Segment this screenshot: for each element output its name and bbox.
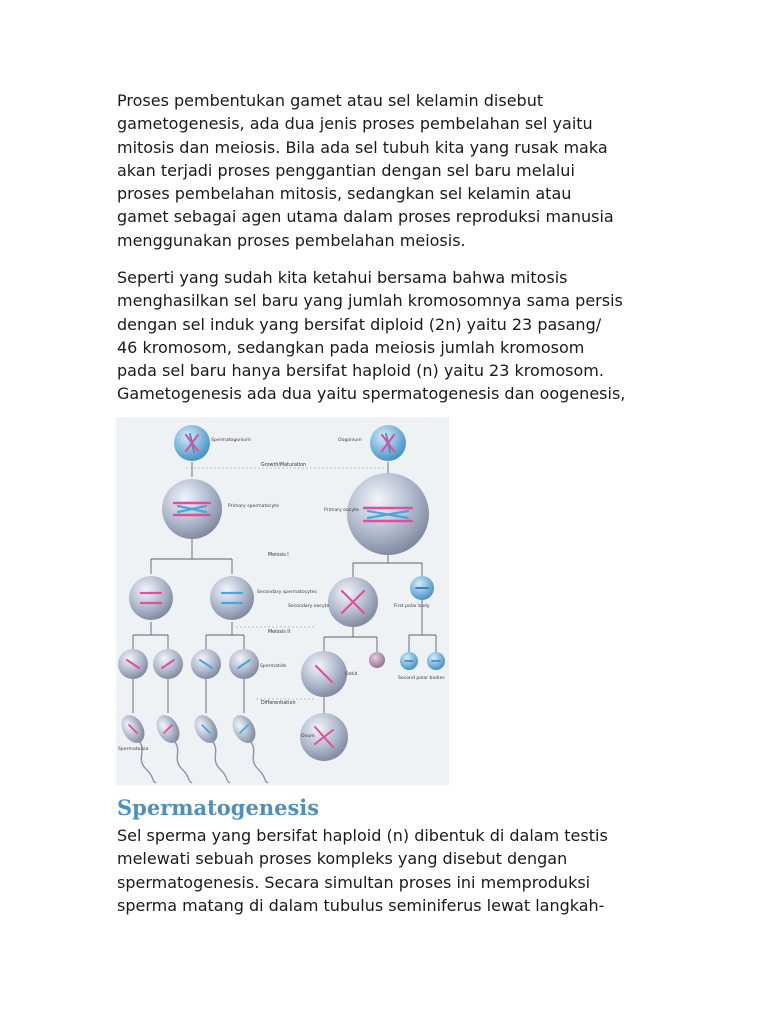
label-secondary-spermatocytes: Secondary spermatocytes bbox=[257, 590, 317, 595]
label-spermatozoa: Spermatozoa bbox=[118, 747, 149, 752]
label-spermatids: Spermatids bbox=[260, 664, 287, 669]
oogonium-cell bbox=[370, 425, 406, 461]
gametogenesis-diagram bbox=[116, 417, 449, 785]
secondary-spermatocyte-cell bbox=[210, 576, 254, 620]
text-line: 46 kromosom, sedangkan pada meiosis jumlah kromosom bbox=[117, 337, 585, 357]
label-meiosis-i: Meiosis I bbox=[268, 553, 289, 558]
label-second-polar-bodies: Second polar bodies bbox=[398, 676, 445, 681]
label-first-polar-body: First polar body bbox=[394, 604, 430, 609]
label-growth-maturation: Growth/Maturation bbox=[261, 463, 307, 468]
ootid-cell bbox=[301, 651, 347, 697]
text-line: spermatogenesis. Secara simultan proses ini memproduksi bbox=[117, 872, 591, 892]
polar-body bbox=[369, 652, 385, 668]
mitosis-meiosis-paragraph bbox=[117, 266, 677, 406]
label-primary-oocyte: Primary oocyte bbox=[324, 508, 359, 513]
text-line: menggunakan proses pembelahan meiosis. bbox=[117, 230, 466, 250]
label-spermatogonium: Spermatogonium bbox=[211, 438, 251, 443]
text-line: pada sel baru hanya bersifat haploid (n) yaitu 23 kromosom. bbox=[117, 361, 604, 381]
secondary-spermatocyte-cell bbox=[129, 576, 173, 620]
spermatid-cell bbox=[153, 649, 183, 679]
primary-oocyte-cell bbox=[347, 473, 429, 555]
gametogenesis-diagram-svg bbox=[116, 417, 449, 785]
spermatogenesis-paragraph bbox=[117, 824, 677, 917]
label-secondary-oocyte: Secondary oocyte bbox=[288, 604, 330, 609]
text-line: akan terjadi proses penggantian dengan sel baru melalui bbox=[117, 160, 575, 180]
text-line: gametogenesis, ada dua jenis proses pembelahan sel yaitu bbox=[117, 114, 593, 134]
text-line: gamet sebagai agen utama dalam proses reproduksi manusia bbox=[117, 207, 614, 227]
text-line: Seperti yang sudah kita ketahui bersama bahwa mitosis bbox=[117, 268, 568, 287]
text-line: Proses pembentukan gamet atau sel kelamin disebut bbox=[117, 91, 544, 110]
text-line: Gametogenesis ada dua yaitu spermatogenesis dan oogenesis, bbox=[117, 384, 626, 404]
spermatozoon bbox=[152, 711, 192, 783]
secondary-oocyte-cell bbox=[328, 577, 378, 627]
label-ovum: Ovum bbox=[301, 734, 315, 739]
spermatid-cell bbox=[191, 649, 221, 679]
spermatid-cell bbox=[118, 649, 148, 679]
spermatid-cell bbox=[229, 649, 259, 679]
label-primary-spermatocyte: Primary spermatocyte bbox=[228, 504, 279, 509]
second-polar-body bbox=[400, 652, 418, 670]
label-meiosis-ii: Meiosis II bbox=[268, 630, 291, 635]
intro-paragraph bbox=[117, 89, 677, 252]
spermatozoon bbox=[190, 711, 230, 783]
label-differentiation: Differentiation bbox=[261, 701, 296, 706]
text-line: proses pembelahan mitosis, sedangkan sel kelamin atau bbox=[117, 184, 572, 204]
section-heading: Spermatogenesis bbox=[117, 795, 320, 820]
text-line: sperma matang di dalam tubulus seminiferus lewat langkah- bbox=[117, 895, 605, 915]
spermatogonium-cell bbox=[174, 425, 210, 461]
first-polar-body bbox=[410, 576, 434, 600]
spermatozoon bbox=[228, 711, 268, 783]
text-line: mitosis dan meiosis. Bila ada sel tubuh kita yang rusak maka bbox=[117, 137, 608, 157]
primary-spermatocyte-cell bbox=[162, 479, 222, 539]
text-line: dengan sel induk yang bersifat diploid (2n) yaitu 23 pasang/ bbox=[117, 314, 602, 334]
label-ootid: Ootid bbox=[345, 672, 358, 677]
text-line: Sel sperma yang bersifat haploid (n) dibentuk di dalam testis bbox=[117, 826, 608, 845]
second-polar-body bbox=[427, 652, 445, 670]
label-oogonium: Oogonium bbox=[338, 438, 362, 443]
text-line: melewati sebuah proses kompleks yang disebut dengan bbox=[117, 849, 568, 869]
text-line: menghasilkan sel baru yang jumlah kromosomnya sama persis bbox=[117, 291, 623, 311]
